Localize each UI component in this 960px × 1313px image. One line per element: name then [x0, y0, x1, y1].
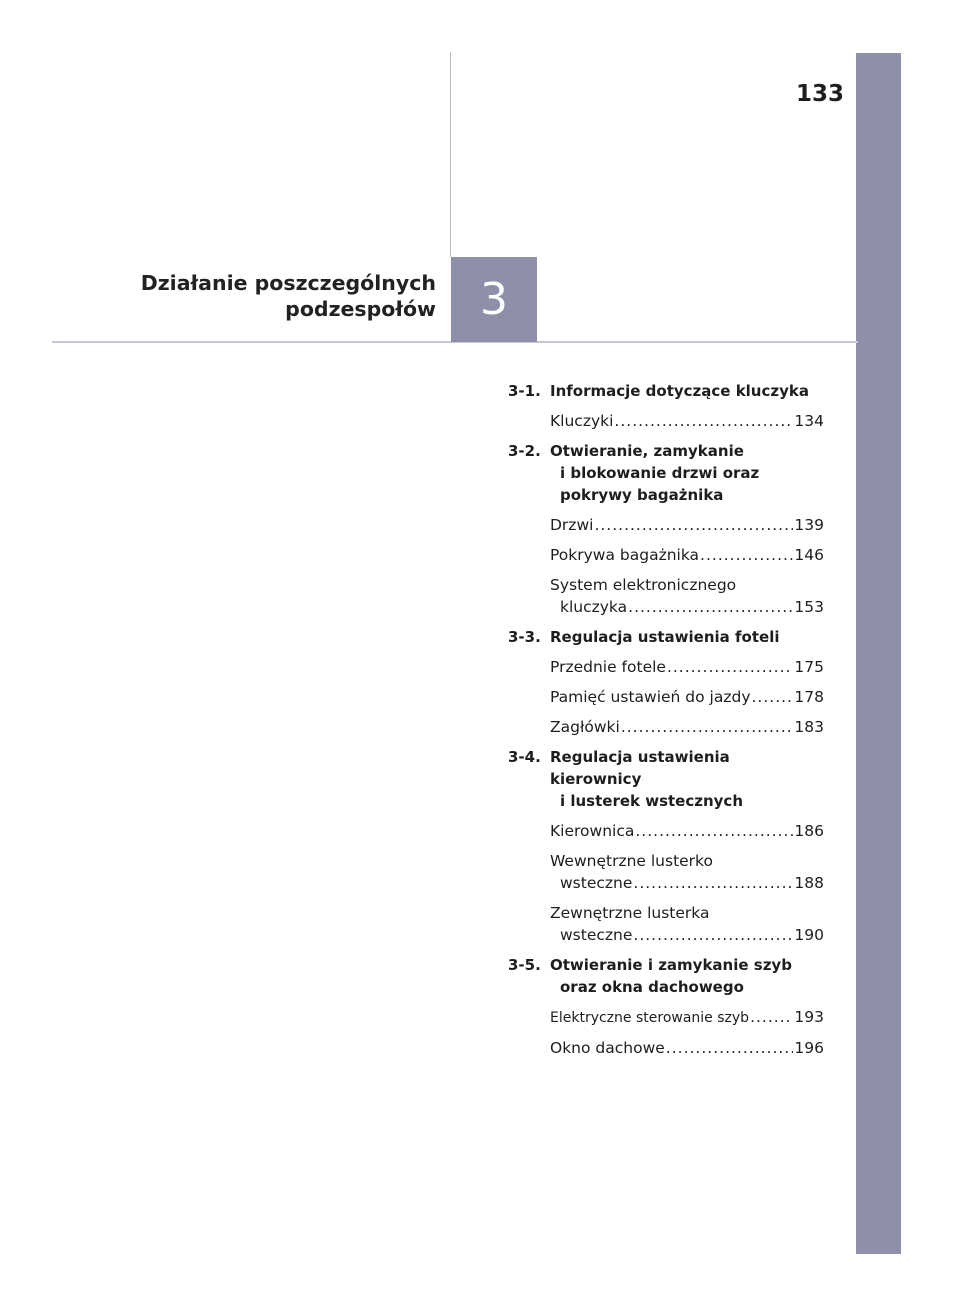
page-number: 133	[795, 81, 844, 107]
toc-leader-dots	[666, 1037, 794, 1059]
chapter-number-box	[451, 257, 537, 342]
toc-entry-page: 196	[794, 1039, 824, 1057]
toc-entry[interactable]	[508, 716, 824, 738]
chapter-title-line: podzespołów	[285, 297, 436, 321]
toc-leader-dots	[635, 820, 793, 842]
toc-section-number: 3-5.	[508, 956, 541, 974]
toc-section-title: Informacje dotyczące kluczyka	[550, 382, 809, 400]
toc-entry-label: Kierownica	[550, 822, 635, 840]
toc-entry[interactable]	[508, 1006, 824, 1029]
chapter-title	[16, 270, 436, 322]
toc-entry-label: kluczyka	[560, 598, 628, 616]
chapter-side-tab	[856, 53, 901, 1254]
toc-entry-label: Wewnętrzne lusterko	[550, 852, 713, 870]
toc-entry-label: Zewnętrzne lusterka	[550, 904, 710, 922]
toc-entry[interactable]	[508, 686, 824, 708]
toc-entry-label: Okno dachowe	[550, 1039, 665, 1057]
toc-section-title: Regulacja ustawienia kierownicy	[550, 748, 730, 788]
toc-leader-dots	[621, 716, 794, 738]
toc-entry-page: 153	[794, 598, 824, 616]
toc-section-title: Regulacja ustawienia foteli	[550, 628, 780, 646]
toc-section-heading	[508, 626, 824, 648]
toc-entry[interactable]	[508, 514, 824, 536]
toc-section-title: Otwieranie i zamykanie szyb	[550, 956, 792, 974]
toc-entry[interactable]	[508, 410, 824, 432]
toc-entry-page: 193	[794, 1008, 824, 1026]
toc-section	[508, 746, 824, 946]
chapter-title-line: Działanie poszczególnych	[140, 271, 436, 295]
toc-section	[508, 626, 824, 738]
toc-section-number: 3-2.	[508, 442, 541, 460]
toc-entry-label: Pokrywa bagażnika	[550, 546, 700, 564]
toc-leader-dots	[633, 924, 793, 946]
toc-entry-label: Elektryczne sterowanie szyb	[550, 1010, 750, 1026]
toc-entry-page: 134	[794, 412, 824, 430]
toc-entry-page: 175	[794, 658, 824, 676]
toc-section-heading	[508, 954, 824, 998]
toc-entry-label: Kluczyki	[550, 412, 614, 430]
toc-entry[interactable]	[508, 820, 824, 842]
toc-section-heading	[508, 440, 824, 506]
toc-leader-dots	[614, 410, 793, 432]
toc-entry-label: Pamięć ustawień do jazdy	[550, 688, 751, 706]
toc-entry[interactable]	[508, 850, 824, 894]
toc-entry-page: 186	[794, 822, 824, 840]
toc-entry-page: 188	[794, 874, 824, 892]
toc-entry-page: 146	[794, 546, 824, 564]
toc-section	[508, 380, 824, 432]
toc-leader-dots	[628, 596, 793, 618]
toc-entry-label: wsteczne	[560, 874, 633, 892]
toc-section	[508, 440, 824, 618]
toc-entry[interactable]	[508, 544, 824, 566]
toc-section-title: i lusterek wstecznych	[560, 792, 744, 810]
toc-leader-dots	[594, 514, 793, 536]
toc-entry[interactable]	[508, 574, 824, 618]
toc-entry-label: System elektronicznego	[550, 576, 737, 594]
toc-section-title: pokrywy bagażnika	[560, 486, 724, 504]
toc-section-title: i blokowanie drzwi oraz	[560, 464, 760, 482]
toc-leader-dots	[700, 544, 793, 566]
toc-section-number: 3-4.	[508, 748, 541, 766]
toc-entry-page: 139	[794, 516, 824, 534]
toc-section-heading	[508, 746, 824, 812]
toc-entry[interactable]	[508, 1037, 824, 1059]
toc-entry-label: Przednie fotele	[550, 658, 666, 676]
toc-leader-dots	[633, 872, 793, 894]
toc-entry[interactable]	[508, 656, 824, 678]
toc-section-title: Otwieranie, zamykanie	[550, 442, 744, 460]
toc-entry[interactable]	[508, 902, 824, 946]
toc-section-title: oraz okna dachowego	[560, 978, 744, 996]
toc-entry-label: Zagłówki	[550, 718, 620, 736]
toc-section-number: 3-3.	[508, 628, 541, 646]
table-of-contents	[508, 380, 824, 1067]
toc-section-number: 3-1.	[508, 382, 541, 400]
toc-leader-dots	[750, 1006, 793, 1028]
toc-entry-page: 183	[794, 718, 824, 736]
toc-entry-label: Drzwi	[550, 516, 594, 534]
toc-section-heading	[508, 380, 824, 402]
toc-section	[508, 954, 824, 1059]
toc-entry-page: 178	[794, 688, 824, 706]
toc-leader-dots	[752, 686, 794, 708]
chapter-number: 3	[480, 274, 508, 325]
header-vertical-rule	[450, 52, 451, 257]
toc-entry-label: wsteczne	[560, 926, 633, 944]
toc-entry-page: 190	[794, 926, 824, 944]
toc-leader-dots	[667, 656, 793, 678]
